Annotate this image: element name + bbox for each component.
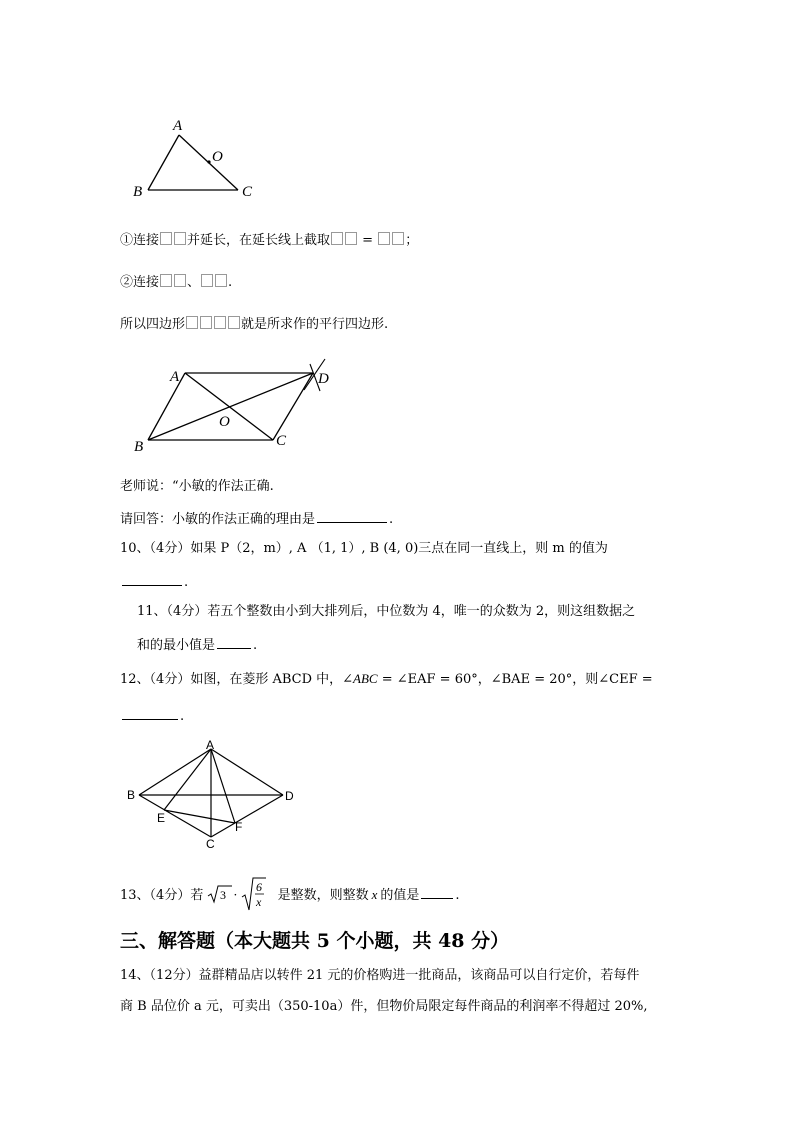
label-d: D [318, 371, 329, 387]
answer-blank[interactable] [122, 706, 178, 720]
label-f: F [235, 820, 243, 834]
section-heading: 三、解答题（本大题共 5 个小题，共 48 分） [120, 930, 510, 952]
teacher-remark-text: 老师说：“小敏的作法正确. [120, 479, 274, 494]
question-reason: 请回答：小敏的作法正确的理由是 . [120, 509, 393, 529]
edge-ab [148, 135, 179, 190]
missing-glyph [174, 232, 186, 245]
missing-glyph [392, 232, 404, 245]
label-a: A [206, 738, 215, 752]
label-c: C [276, 433, 287, 449]
question-14-line2 [120, 998, 648, 1016]
missing-glyph [160, 232, 172, 245]
missing-glyph [345, 232, 357, 245]
question-14 [120, 967, 639, 985]
rhombus-figure [122, 737, 312, 851]
period: . [455, 888, 460, 903]
question-13-text: 13、（4分）若 [120, 888, 204, 903]
parallelogram-figure [130, 355, 350, 455]
edge-bc [139, 795, 211, 837]
question-11-text: 11、（4分）若五个整数由小到大排列后，中位数为 4，唯一的众数为 2，则这组数据之 [137, 604, 636, 619]
numerator: 6 [256, 880, 263, 894]
step-3-end: 就是所求作的平行四边形. [241, 317, 389, 332]
sqrt3-expression [207, 885, 233, 903]
label-d: D [285, 789, 294, 803]
period: . [184, 575, 189, 590]
dot-operator: · [233, 888, 238, 902]
missing-glyph [186, 316, 198, 329]
period: . [253, 638, 258, 653]
question-14-text-2: 商 B 品位价 a 元，可卖出（350-10a）件，但物价局限定每件商品的利润率不得超过 20%, [120, 999, 648, 1014]
step-2 [120, 274, 232, 292]
label-o: O [219, 414, 230, 430]
answer-blank[interactable] [317, 509, 387, 523]
denominator: x [256, 895, 262, 909]
step-3 [120, 316, 388, 334]
step-2-mid: 、 [187, 275, 201, 290]
label-e: E [157, 811, 166, 825]
missing-glyph [331, 232, 343, 245]
missing-glyph [174, 274, 186, 287]
question-11-text-2: 和的最小值是 [137, 638, 216, 653]
segment-ae [164, 749, 211, 810]
missing-glyph [378, 232, 390, 245]
sqrt-fraction [241, 877, 267, 911]
question-11 [137, 603, 635, 621]
label-b: B [127, 788, 136, 802]
question-10 [120, 540, 608, 558]
step-1 [120, 232, 418, 250]
label-b: B [133, 184, 143, 200]
answer-blank[interactable] [421, 885, 453, 899]
angle-abc: ABC [353, 671, 378, 686]
missing-glyph [214, 316, 226, 329]
edge-ab [148, 373, 185, 440]
missing-glyph [228, 316, 240, 329]
question-10-text: 10、（4分）如果 P（2，m）, A （1, 1）, B (4, 0)三点在同一直线上，则 m 的值为 [120, 541, 608, 556]
point-o [207, 160, 210, 163]
segment-ef [164, 810, 235, 823]
label-a: A [173, 118, 183, 134]
edge-cd [273, 373, 313, 440]
label-c: C [242, 184, 253, 200]
question-12 [120, 670, 653, 689]
edge-ab [139, 749, 211, 795]
label-b: B [134, 439, 144, 455]
question-11-line2 [137, 635, 257, 655]
step-2-text: ②连接 [120, 275, 160, 290]
step-1-text: ①连接 [120, 233, 160, 248]
edge-ad [211, 749, 283, 795]
segment-af [211, 749, 235, 823]
question-12-answer [120, 706, 184, 726]
question-12-text: 12、（4分）如图，在菱形 ABCD 中，∠ [120, 672, 354, 687]
question-14-text: 14、（12分）益群精品店以转件 21 元的价格购进一批商品，该商品可以自行定价，若每件 [120, 968, 640, 983]
triangle-figure [130, 115, 270, 200]
question-12-mid: = ∠EAF = 60°，∠BAE = 20°，则∠CEF = [377, 672, 653, 687]
variable-x: x [371, 887, 378, 902]
answer-blank[interactable] [122, 572, 182, 586]
question-reason-text: 请回答：小敏的作法正确的理由是 [120, 512, 316, 527]
answer-blank[interactable] [217, 635, 251, 649]
missing-glyph [160, 274, 172, 287]
missing-glyph [201, 274, 213, 287]
question-13 [120, 877, 460, 907]
step-1-end: ； [405, 233, 419, 248]
missing-glyph [200, 316, 212, 329]
question-13-mid: 是整数，则整数 [277, 888, 369, 903]
label-c: C [206, 837, 215, 851]
radicand-3: 3 [220, 888, 227, 902]
step-1-eq: = [358, 233, 378, 248]
question-10-answer [120, 572, 188, 592]
edge-dc [211, 795, 283, 837]
step-1-mid: 并延长，在延长线上截取 [187, 233, 331, 248]
missing-glyph [215, 274, 227, 287]
label-a: A [170, 369, 180, 385]
step-3-text: 所以四边形 [120, 317, 186, 332]
teacher-remark [120, 478, 274, 496]
step-2-end: . [228, 275, 233, 290]
label-o: O [212, 149, 223, 165]
period: . [180, 709, 185, 724]
question-13-post: 的值是 [380, 888, 420, 903]
